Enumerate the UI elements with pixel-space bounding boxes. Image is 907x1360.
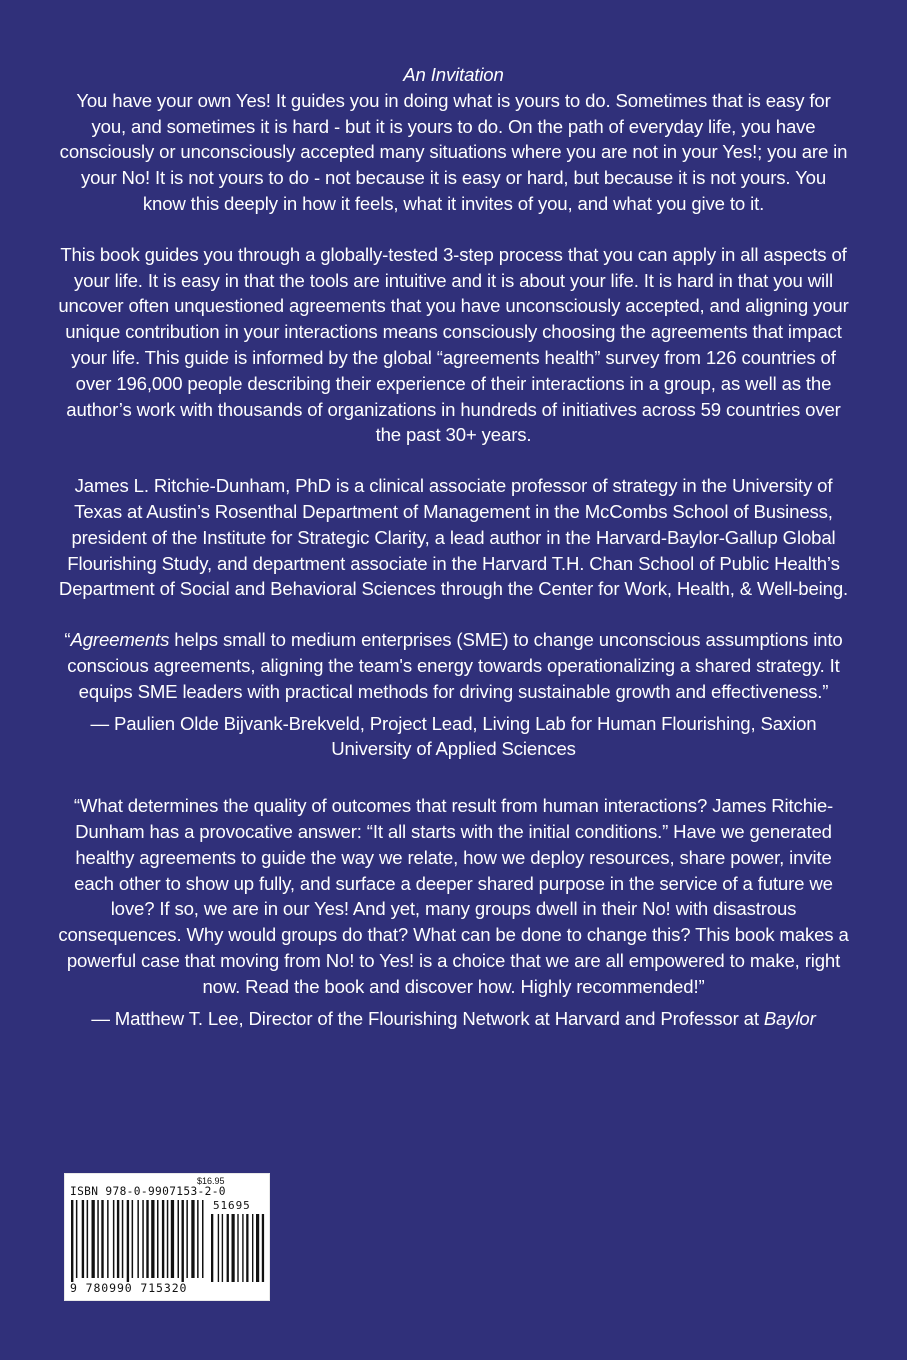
- invitation-paragraph: You have your own Yes! It guides you in doing what is yours to do. Sometimes that is easy for you, and sometimes it is hard - but it is yours to do. On the path of everyday life, you have consciously or unconsciously accepted many situations where you are not in your Yes!; you are in your No! It is not yours to do - not because it is easy or hard, but because it is not yours. You know this deeply in how it feels, what it invites of you, and what you give to it.: [59, 89, 848, 214]
- price-label: $16.95: [197, 1176, 225, 1186]
- book-title: Agreements: [70, 629, 170, 651]
- attribution-emphasis: Baylor: [763, 1007, 816, 1029]
- author-bio: James L. Ritchie-Dunham, PhD is a clinical associate professor of strategy in the University of Texas at Austin’s Rosenthal Department of Management in the McCombs School of Business, president of the Institute for Strategic Clarity, a lead author in the Harvard-Baylor-Gallup Global Flourishing Study, and department associate in the Harvard T.H. Chan School of Public Health’s Department of Social and Behavioral Sciences through the Center for Work, Health, & Well-being.: [58, 475, 849, 600]
- endorsement-quote-1: [58, 627, 849, 704]
- back-cover-text: [58, 62, 849, 1031]
- addon-code: 51695: [213, 1199, 251, 1212]
- barcode-bars: [71, 1200, 265, 1282]
- endorsement-attribution-1: — Paulien Olde Bijvank-Brekveld, Project Lead, Living Lab for Human Flourishing, Saxion University of Applied Sciences: [90, 712, 817, 760]
- attribution-text: — Matthew T. Lee, Director of the Flourishing Network at Harvard and Professor at: [91, 1007, 764, 1029]
- process-paragraph: This book guides you through a globally-tested 3-step process that you can apply in all aspects of your life. It is easy in that the tools are intuitive and it is about your life. It is hard in that you will uncover often unquestioned agreements that you have unconsciously accepted, and aligning your unique contribution in your interactions means consciously choosing the agreements that impact your life. This guide is informed by the global “agreements health” survey from 126 countries of over 196,000 people describing their experience of their interactions in a group, as well as the author’s work with thousands of organizations in hundreds of initiatives across 59 countries over the past 30+ years.: [58, 243, 849, 446]
- endorsement-attribution-2: [58, 1006, 849, 1032]
- endorsement-quote-2: “What determines the quality of outcomes that result from human interactions? James Ritchie-Dunham has a provocative answer: “It all starts with the initial conditions.” Have we generated healthy agreements to guide the way we relate, how we deploy resources, share power, invite each other to show up fully, and surface a deeper shared purpose in the service of a future we love? If so, we are in our Yes! And yet, many groups dwell in their No! with disastrous consequences. Why would groups do that? What can be done to change this? This book makes a powerful case that moving from No! to Yes! is a choice that we are all empowered to make, right now. Read the book and discover how. Highly recommended!”: [58, 795, 849, 997]
- quote-close-mark: ”: [822, 680, 829, 702]
- quote-open-mark: “: [64, 629, 71, 651]
- section-heading: An Invitation: [403, 64, 504, 85]
- ean-digits: 9 780990 715320: [70, 1281, 188, 1295]
- quote-text: helps small to medium enterprises (SME) to change unconscious assumptions into conscious agreements, aligning the team's energy towards operationalizing a shared strategy. It equips SME leaders with practical methods for driving sustainable growth and effectiveness.: [67, 629, 843, 702]
- isbn-barcode: [64, 1173, 270, 1301]
- isbn-label: ISBN 978-0-9907153-2-0: [70, 1185, 226, 1198]
